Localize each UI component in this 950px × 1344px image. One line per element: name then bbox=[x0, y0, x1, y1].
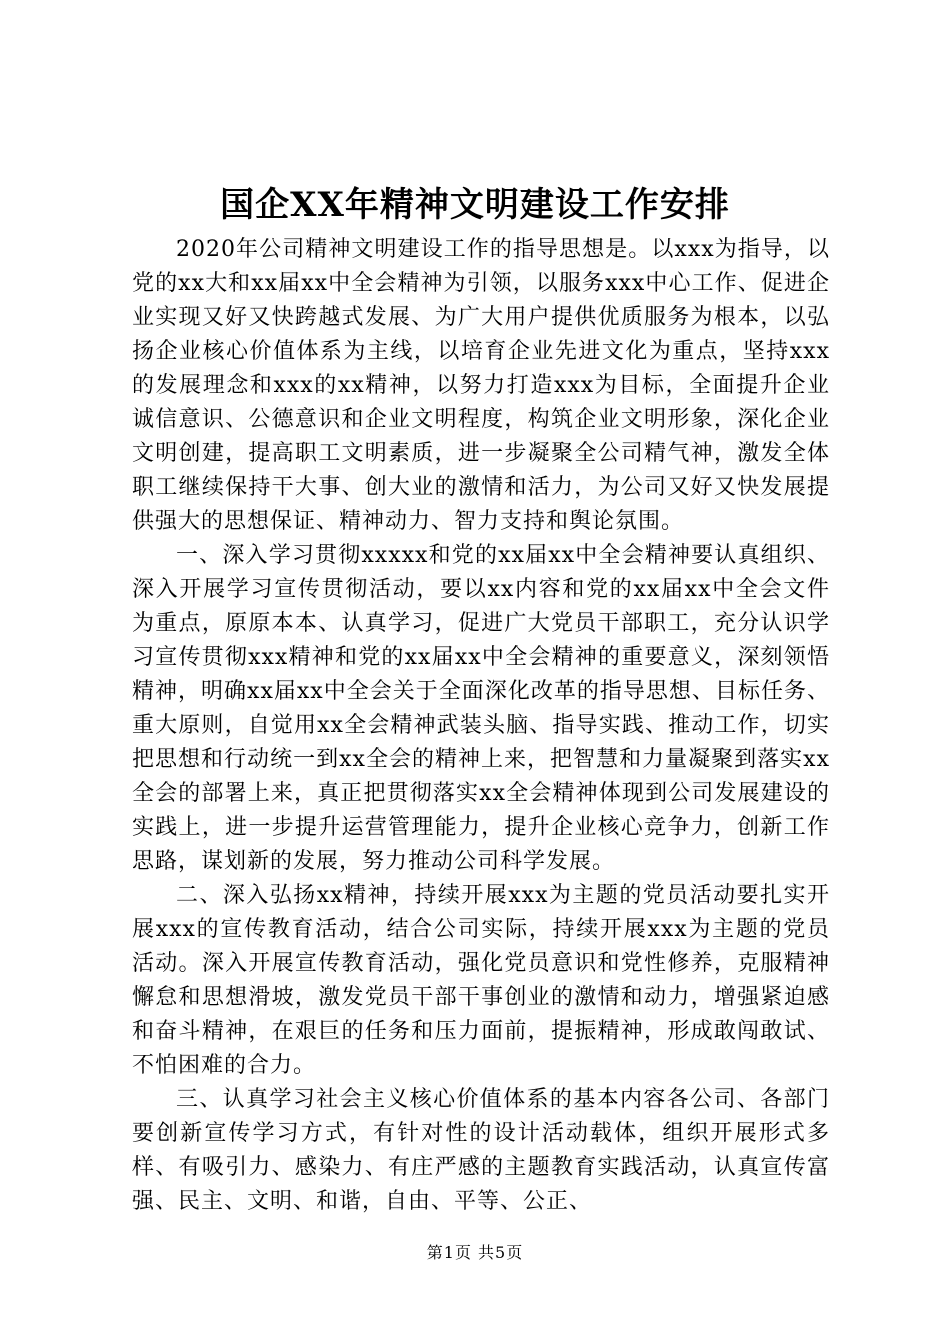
page-number-footer: 第1页 共5页 bbox=[426, 1243, 524, 1262]
paragraph-section-three: 三、认真学习社会主义核心价值体系的基本内容各公司、各部门要创新宣传学习方式，有针对性的设计活动载体，组织开展形式多样、有吸引力、感染力、有庄严感的主题教育实践活动，认真宣传富强、民主、文明、和谐，自由、平等、公正、 bbox=[132, 1087, 830, 1214]
paragraph-section-two: 二、深入弘扬xx精神，持续开展xxx为主题的党员活动要扎实开展xxx的宣传教育活动，结合公司实际，持续开展xxx为主题的党员活动。深入开展宣传教育活动，强化党员意识和党性修养，克服精神懈怠和思想滑坡，激发党员干部干事创业的激情和动力，增强紧迫感和奋斗精神，在艰巨的任务和压力面前，提振精神，形成敢闯敢试、不怕困难的合力。 bbox=[132, 883, 830, 1078]
paragraph-section-one: 一、深入学习贯彻xxxxx和党的xx届xx中全会精神要认真组织、深入开展学习宣传贯彻活动，要以xx内容和党的xx届xx中全会文件为重点，原原本本、认真学习，促进广大党员干部职工，充分认识学习宣传贯彻xxx精神和党的xx届xx中全会精神的重要意义，深刻领悟精神，明确xx届xx中全会关于全面深化改革的指导思想、目标任务、重大原则，自觉用xx全会精神武装头脑、指导实践、推动工作，切实把思想和行动统一到xx全会的精神上来，把智慧和力量凝聚到落实xx全会的部署上来，真正把贯彻落实xx全会精神体现到公司发展建设的实践上，进一步提升运营管理能力，提升企业核心竞争力，创新工作思路，谋划新的发展，努力推动公司科学发展。 bbox=[132, 543, 830, 874]
paragraph-guiding-thought: 2020年公司精神文明建设工作的指导思想是。以xxx为指导，以党的xx大和xx届xx中全会精神为引领，以服务xxx中心工作、促进企业实现又好又快跨越式发展、为广大用户提供优质服务为根本，以弘扬企业核心价值体系为主线，以培育企业先进文化为重点，坚持xxx的发展理念和xxx的xx精神，以努力打造xxx为目标，全面提升企业诚信意识、公德意识和企业文明程度，构筑企业文明形象，深化企业文明创建，提高职工文明素质，进一步凝聚全公司精气神，激发全体职工继续保持干大事、创大业的激情和活力，为公司又好又快发展提供强大的思想保证、精神动力、智力支持和舆论氛围。 bbox=[132, 237, 830, 534]
document-title: 国企XX年精神文明建设工作安排 bbox=[220, 185, 730, 225]
document-body bbox=[132, 233, 830, 1219]
